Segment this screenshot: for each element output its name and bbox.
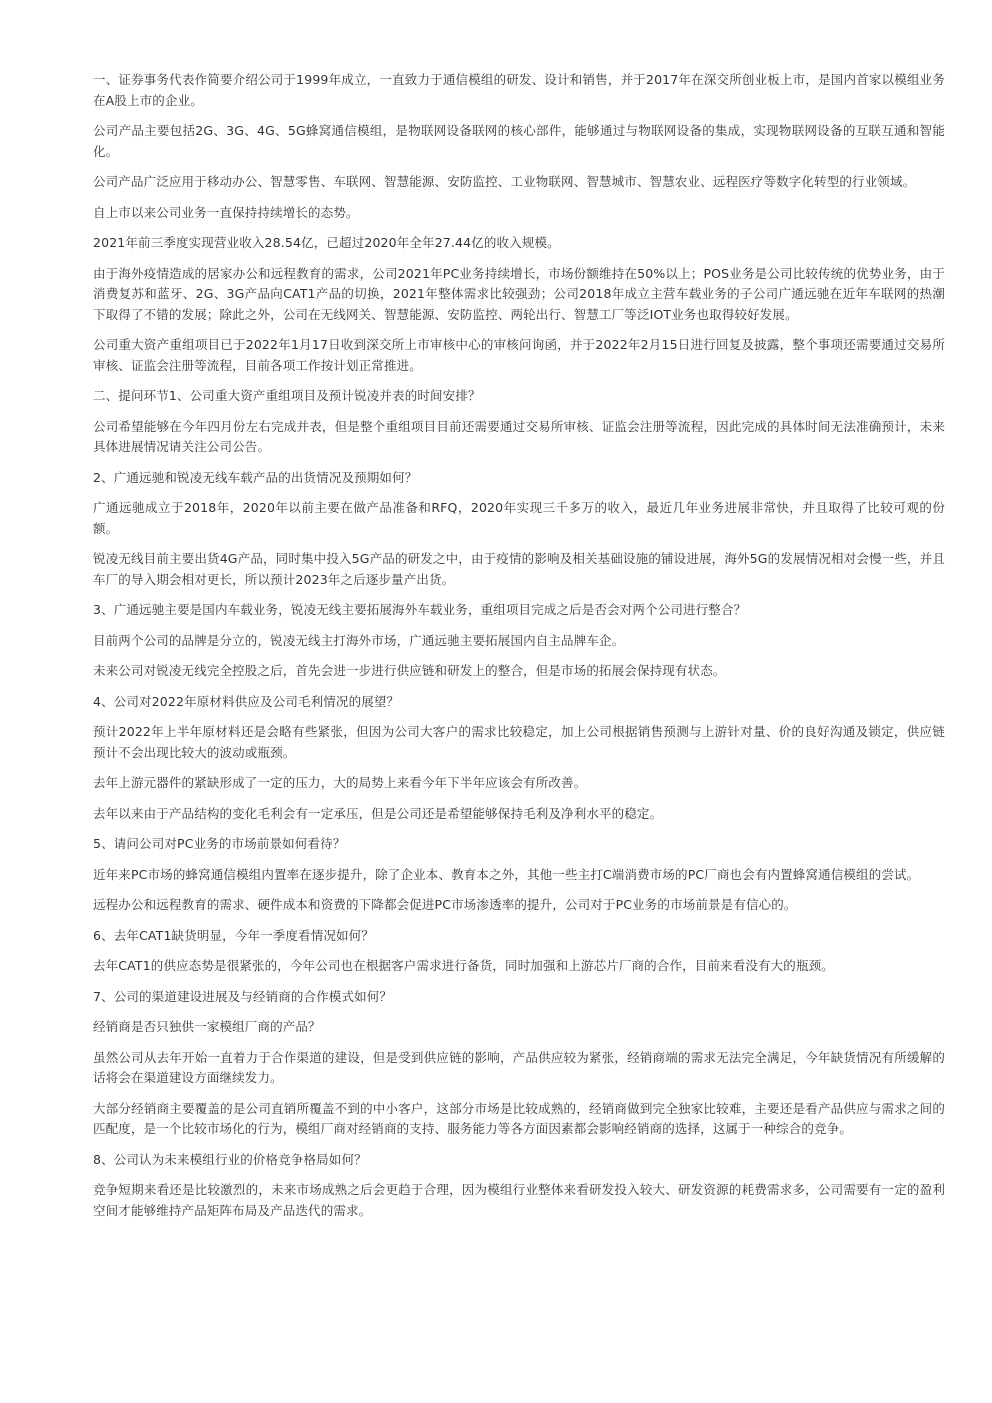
business-paragraph: 由于海外疫情造成的居家办公和远程教育的需求，公司2021年PC业务持续增长，市场份额维持在50%以上；POS业务是公司比较传统的优势业务，由于消费复苏和蓝牙、2G、3G产品向CAT1产品的切换，2021年整体需求比较强劲；公司2018年成立主营车载业务的子公司广通远驰在近年车联网的热潮下取得了不错的发展；除此之外，公司在无线网关、智慧能源、安防监控、两轮出行、智慧工厂等泛IOT业务也取得较好发展。 [93, 265, 945, 322]
question-2: 2、广通远驰和锐凌无线车载产品的出货情况及预期如何？ [93, 469, 418, 485]
question-5: 5、请问公司对PC业务的市场前景如何看待？ [93, 836, 346, 851]
answer-2b: 锐凌无线目前主要出货4G产品，同时集中投入5G产品的研发之中，由于疫情的影响及相关基础设施的铺设进展，海外5G的发展情况相对会慢一些，并且车厂的导入期会相对更长，所以预计2023年之后逐步量产出货。 [93, 551, 945, 587]
question-8: 8、公司认为未来模组行业的价格竞争格局如何？ [93, 1151, 367, 1167]
answer-4a: 预计2022年上半年原材料还是会略有些紧张，但因为公司大客户的需求比较稳定，加上公司根据销售预测与上游针对量、价的良好沟通及锁定，供应链预计不会出现比较大的波动或瓶颈。 [93, 724, 945, 760]
products-paragraph: 公司产品主要包括2G、3G、4G、5G蜂窝通信模组，是物联网设备联网的核心部件，能够通过与物联网设备的集成，实现物联网设备的互联互通和智能化。 [93, 123, 945, 159]
question-1: 二、提问环节1、公司重大资产重组项目及预计锐凌并表的时间安排？ [93, 388, 481, 403]
intro-paragraph: 一、证券事务代表作简要介绍公司于1999年成立，一直致力于通信模组的研发、设计和销售，并于2017年在深交所创业板上市，是国内首家以模组业务在A股上市的企业。 [93, 72, 945, 108]
document-body [93, 70, 945, 1231]
answer-6: 去年CAT1的供应态势是很紧张的，今年公司也在根据客户需求进行备货，同时加强和上游芯片厂商的合作，目前来看没有大的瓶颈。 [93, 958, 834, 973]
question-3: 3、广通远驰主要是国内车载业务，锐凌无线主要拓展海外车载业务，重组项目完成之后是否会对两个公司进行整合？ [93, 602, 747, 617]
answer-8: 竞争短期来看还是比较激烈的，未来市场成熟之后会更趋于合理，因为模组行业整体来看研发投入较大、研发资源的耗费需求多，公司需要有一定的盈利空间才能够维持产品矩阵布局及产品迭代的需求。 [93, 1182, 945, 1218]
answer-1: 公司希望能够在今年四月份左右完成并表，但是整个重组项目目前还需要通过交易所审核、证监会注册等流程，因此完成的具体时间无法准确预计，未来具体进展情况请关注公司公告。 [93, 418, 945, 454]
question-6: 6、去年CAT1缺货明显，今年一季度看情况如何？ [93, 927, 374, 943]
answer-7a: 虽然公司从去年开始一直着力于合作渠道的建设，但是受到供应链的影响，产品供应较为紧张，经销商端的需求无法完全满足，今年缺货情况有所缓解的话将会在渠道建设方面继续发力。 [93, 1049, 945, 1085]
answer-5a: 近年来PC市场的蜂窝通信模组内置率在逐步提升，除了企业本、教育本之外，其他一些主打C端消费市场的PC厂商也会有内置蜂窝通信模组的尝试。 [93, 866, 920, 882]
question-4: 4、公司对2022年原材料供应及公司毛利情况的展望？ [93, 693, 400, 709]
revenue-paragraph: 2021年前三季度实现营业收入28.54亿，已超过2020年全年27.44亿的收入规模。 [93, 235, 560, 250]
question-7: 7、公司的渠道建设进展及与经销商的合作模式如何？ [93, 988, 393, 1004]
answer-5b: 远程办公和远程教育的需求、硬件成本和资费的下降都会促进PC市场渗透率的提升，公司对于PC业务的市场前景是有信心的。 [93, 897, 797, 912]
answer-7b: 大部分经销商主要覆盖的是公司直销所覆盖不到的中小客户，这部分市场是比较成熟的，经销商做到完全独家比较难，主要还是看产品供应与需求之间的匹配度，是一个比较市场化的行为，模组厂商对经销商的支持、服务能力等各方面因素都会影响经销商的选择，这属于一种综合的竞争。 [93, 1100, 945, 1136]
answer-3a: 目前两个公司的品牌是分立的，锐凌无线主打海外市场，广通远驰主要拓展国内自主品牌车企。 [93, 632, 625, 648]
answer-4c: 去年以来由于产品结构的变化毛利会有一定承压，但是公司还是希望能够保持毛利及净利水平的稳定。 [93, 805, 663, 821]
question-7-followup: 经销商是否只独供一家模组厂商的产品？ [93, 1019, 321, 1034]
growth-paragraph: 自上市以来公司业务一直保持持续增长的态势。 [93, 204, 359, 220]
answer-4b: 去年上游元器件的紧缺形成了一定的压力，大的局势上来看今年下半年应该会有所改善。 [93, 775, 587, 790]
answer-2a: 广通远驰成立于2018年，2020年以前主要在做产品准备和RFQ，2020年实现三千多万的收入，最近几年业务进展非常快，并且取得了比较可观的份额。 [93, 500, 945, 536]
applications-paragraph: 公司产品广泛应用于移动办公、智慧零售、车联网、智慧能源、安防监控、工业物联网、智慧城市、智慧农业、远程医疗等数字化转型的行业领域。 [93, 174, 916, 189]
answer-3b: 未来公司对锐凌无线完全控股之后，首先会进一步进行供应链和研发上的整合，但是市场的拓展会保持现有状态。 [93, 663, 726, 678]
restructuring-paragraph: 公司重大资产重组项目已于2022年1月17日收到深交所上市审核中心的审核问询函，并于2022年2月15日进行回复及披露，整个事项还需要通过交易所审核、证监会注册等流程，目前各项工作按计划正常推进。 [93, 337, 945, 373]
